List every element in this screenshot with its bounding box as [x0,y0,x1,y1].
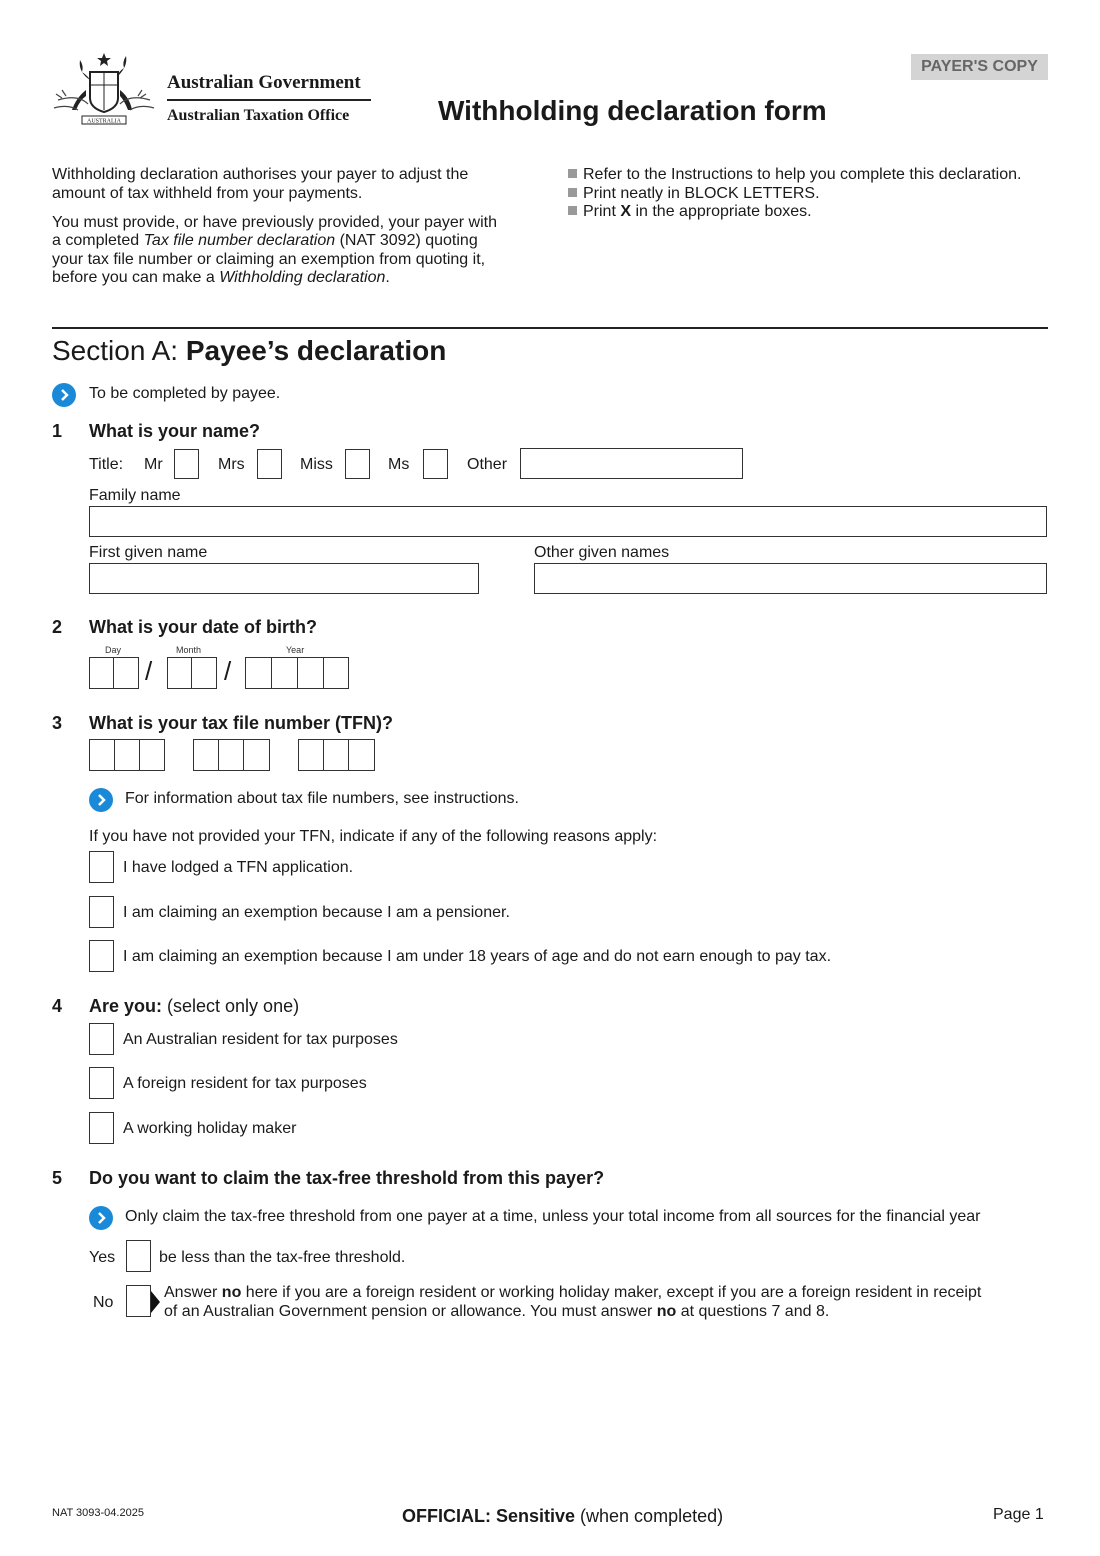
tfn-reason-checkbox[interactable] [89,896,114,928]
government-name: Australian Government [167,72,361,93]
first-given-name-field[interactable] [89,563,479,594]
bullet-2: Print neatly in BLOCK LETTERS. [568,184,820,203]
section-a-note: To be completed by payee. [89,385,281,402]
dob-year-label: Year [286,645,305,655]
family-name-label: Family name [89,487,181,504]
family-name-field[interactable] [89,506,1047,537]
info-arrow-icon [89,1206,113,1230]
dob-day-label: Day [105,645,122,655]
title-other-label: Other [467,456,508,473]
tfn-digit[interactable] [243,739,270,771]
first-given-name-label: First given name [89,544,208,561]
dob-day-digit[interactable] [89,657,114,689]
threshold-yes-continuation: be less than the tax-free threshold. [159,1249,406,1266]
dob-year-digit[interactable] [271,657,298,689]
intro-p2-line1: You must provide, or have previously provided, your payer with [52,214,497,231]
other-given-names-field[interactable] [534,563,1047,594]
threshold-no-line1: Answer no here if you are a foreign resident or working holiday maker, except if you are a foreign resident in receipt [164,1284,982,1301]
coat-of-arms-logo [50,50,158,130]
title-mr-checkbox[interactable] [174,449,199,479]
svg-text:AUSTRALIA: AUSTRALIA [87,118,121,125]
dob-separator: / [224,656,232,686]
header-divider [167,99,371,101]
payers-copy-badge: PAYER'S COPY [911,54,1048,80]
threshold-yes-checkbox[interactable] [126,1240,151,1272]
intro-p1-line1: Withholding declaration authorises your payer to adjust the [52,166,469,183]
threshold-info-text: Only claim the tax-free threshold from one payer at a time, unless your total income from all sources for the financial year [125,1208,981,1225]
title-ms-checkbox[interactable] [423,449,448,479]
bullet-1: Refer to the Instructions to help you complete this declaration. [568,165,1021,184]
form-title: Withholding declaration form [438,95,827,126]
q4-number: 4 [52,996,63,1016]
tfn-reasons-intro: If you have not provided your TFN, indicate if any of the following reasons apply: [89,828,658,845]
page-number: Page 1 [993,1506,1044,1523]
q2-text: What is your date of birth? [89,617,317,637]
q1-text: What is your name? [89,421,261,441]
info-arrow-icon [52,383,76,407]
tfn-digit[interactable] [139,739,165,771]
q4-text: Are you: (select only one) [89,996,300,1016]
dob-year-digit[interactable] [245,657,272,689]
section-divider [52,327,1048,329]
security-classification: OFFICIAL: Sensitive (when completed) [402,1506,724,1526]
q1-number: 1 [52,421,63,441]
title-mrs-checkbox[interactable] [257,449,282,479]
tfn-reason-3-label: I am claiming an exemption because I am under 18 years of age and do not earn enough to pay tax. [123,948,832,965]
title-other-field[interactable] [520,448,743,479]
residency-opt2-label: A foreign resident for tax purposes [123,1075,367,1092]
tfn-reason-2-label: I am claiming an exemption because I am a pensioner. [123,904,510,921]
intro-p2-line2: a completed Tax file number declaration (NAT 3092) quoting [52,232,478,249]
dob-day-digit[interactable] [113,657,139,689]
other-given-names-label: Other given names [534,544,670,561]
intro-p2-line3: your tax file number or claiming an exemption from quoting it, [52,251,486,268]
tfn-reason-checkbox[interactable] [89,851,114,883]
q2-number: 2 [52,617,63,637]
intro-p1-line2: amount of tax withheld from your payments. [52,185,363,202]
residency-opt3-label: A working holiday maker [123,1120,297,1137]
tfn-digit[interactable] [89,739,115,771]
triangle-pointer-icon [151,1291,161,1318]
form-code: NAT 3093-04.2025 [52,1507,144,1519]
title-mrs-label: Mrs [218,456,245,473]
tfn-digit[interactable] [323,739,349,771]
tfn-digit[interactable] [193,739,219,771]
q3-text: What is your tax file number (TFN)? [89,713,394,733]
dob-month-label: Month [176,645,202,655]
tfn-digit[interactable] [218,739,244,771]
dob-year-digit[interactable] [323,657,349,689]
q5-number: 5 [52,1168,63,1188]
residency-checkbox[interactable] [89,1023,114,1055]
bullet-3: Print X in the appropriate boxes. [568,202,812,221]
residency-opt1-label: An Australian resident for tax purposes [123,1031,398,1048]
threshold-no-line2: of an Australian Government pension or allowance. You must answer no at questions 7 and 8. [164,1303,830,1320]
residency-checkbox[interactable] [89,1067,114,1099]
tfn-info-text: For information about tax file numbers, see instructions. [125,790,519,807]
title-miss-checkbox[interactable] [345,449,370,479]
tfn-digit[interactable] [348,739,375,771]
info-arrow-icon [89,788,113,812]
title-ms-label: Ms [388,456,410,473]
tfn-digit[interactable] [298,739,324,771]
dob-month-digit[interactable] [167,657,192,689]
tfn-reason-checkbox[interactable] [89,940,114,972]
dob-separator: / [145,656,153,686]
section-a-title: Section A: Payee’s declaration [52,335,447,366]
title-mr-label: Mr [144,456,163,473]
residency-checkbox[interactable] [89,1112,114,1144]
tfn-reason-1-label: I have lodged a TFN application. [123,859,354,876]
title-miss-label: Miss [300,456,333,473]
threshold-yes-label: Yes [89,1249,116,1266]
dob-month-digit[interactable] [191,657,217,689]
threshold-no-label: No [93,1294,114,1311]
tfn-digit[interactable] [114,739,140,771]
q3-number: 3 [52,713,63,733]
dob-year-digit[interactable] [297,657,324,689]
ato-name: Australian Taxation Office [167,107,350,124]
intro-p2-line4: before you can make a Withholding declaration. [52,269,390,286]
title-label: Title: [89,456,124,473]
q5-text: Do you want to claim the tax-free threshold from this payer? [89,1168,605,1188]
threshold-no-checkbox[interactable] [126,1285,151,1317]
